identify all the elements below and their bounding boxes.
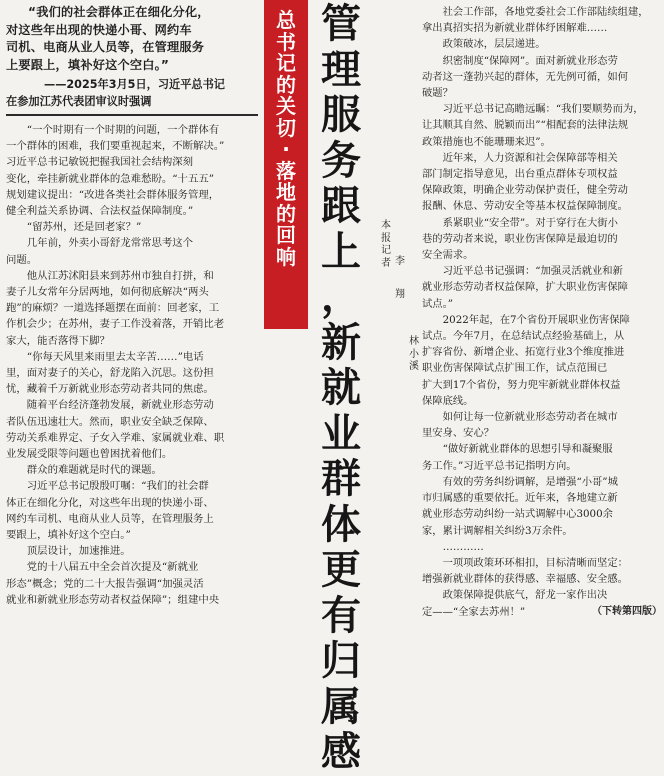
text-line: 保障政策，明确企业劳动保护责任，健全劳动: [422, 184, 628, 197]
headline-char: 管: [321, 1, 361, 47]
text-line: 习近平总书记强调：“加强灵活就业和新: [442, 265, 623, 278]
text-line: 者队伍迅速壮大。然而，职业安全缺乏保障、: [6, 415, 214, 428]
text-line: 政策措施也不能珊珊来迟”。: [422, 135, 551, 148]
body-paragraph: [422, 101, 662, 150]
text-line: 劳动关系难界定、子女入学难、家属就业难、职: [6, 431, 225, 444]
text-line: 就业形态劳动者权益保障，扩大职业伤害保障: [422, 281, 628, 294]
reporter-name-char: 李: [395, 256, 405, 267]
text-line: 部门制定指导意见，出台重点群体专项权益: [422, 168, 618, 181]
text-line: 动者这一蓬勃兴起的群体，无先例可循，如何: [422, 70, 628, 83]
text-line: 作机会少；在苏州，妻子工作没着落，开销比老: [6, 318, 225, 331]
text-line: 几年前，外卖小哥舒龙常常思考这个: [26, 237, 194, 250]
banner-char: 响: [276, 244, 296, 269]
text-line: 2022年起，在7个省份开展职业伤害保障: [442, 313, 630, 326]
body-paragraph: [422, 312, 662, 409]
body-paragraph: [6, 268, 258, 349]
text-line: 近年来，人力资源和社会保障部等相关: [442, 151, 618, 164]
body-paragraph: [422, 539, 662, 555]
text-line: 里，面对妻子的关心，舒龙陷入沉思。这份担: [6, 367, 214, 380]
text-line: 系紧职业“安全带”。对于穿行在大街小: [442, 216, 618, 229]
text-line: 顶层设计，加速推进。: [26, 545, 131, 558]
text-line: 就业和新就业形态劳动者权益保障”；组建中央: [6, 593, 220, 606]
text-line: 他从江苏沭阳县来到苏州市独自打拼，和: [26, 269, 214, 282]
text-line: 家大，能否落得下脚？: [6, 334, 110, 347]
text-line: 要跟上，填补好这个空白。”: [6, 529, 131, 542]
banner-char: 书: [276, 29, 296, 54]
body-paragraph: [422, 150, 662, 215]
text-line: 习近平总书记殷殷叮嘱：“我们的社会群: [26, 480, 209, 493]
attribution-line: ——2025年3月5日，习近平总书记: [44, 78, 225, 91]
body-paragraph: [6, 478, 258, 543]
text-line: 习近平总书记高瞻远瞩：“我们要顺势而为，: [442, 103, 644, 116]
body-paragraph: [422, 36, 662, 52]
reporter-name: [408, 220, 420, 374]
text-line: 务工作。”习近平总书记指明方向。: [422, 459, 577, 472]
reporter-label-char: 者: [381, 257, 391, 269]
body-paragraph: [422, 215, 662, 264]
text-line: 报酬、休息、劳动安全等基本权益保障制度。: [422, 200, 628, 213]
headline-char: 新: [321, 319, 361, 366]
text-line: 保障底线。: [422, 394, 474, 407]
headline-char: 感: [321, 729, 361, 775]
headline-char: 更: [321, 547, 361, 593]
text-line: 跑”的麻烦？一道选择题摆在面前：回老家，工: [6, 302, 220, 315]
attribution-line: 在参加江苏代表团审议时强调: [6, 95, 152, 108]
text-line: 妻子儿女常年分居两地，如何彻底解决“两头: [6, 286, 209, 299]
headline-char: 务: [321, 137, 361, 184]
text-line: 体正在细化分化，对这些年出现的快递小哥、: [6, 496, 214, 509]
body-paragraph: [422, 587, 662, 619]
text-line: 让其顺其自然、脱颖而出”“相配套的法律法规: [422, 119, 629, 132]
text-line: 健全利益关系协调、合法权益保障制度。”: [6, 205, 194, 218]
text-line: 如何让每一位新就业形态劳动者在城市: [442, 411, 618, 424]
body-paragraph: [6, 349, 258, 398]
text-line: 有效的劳务纠纷调解，是增强“小哥”城: [442, 475, 618, 488]
text-line: 社会工作部，各地党委社会工作部陆续组建，: [442, 6, 649, 18]
text-line: 形态”概念；党的二十大报告强调“加强灵活: [6, 577, 204, 590]
reporter-name-char: 林: [409, 336, 419, 347]
pull-quote: [6, 4, 258, 74]
divider-rule: [6, 114, 258, 116]
banner-char: 切: [276, 115, 296, 140]
body-paragraph: [422, 263, 662, 312]
text-line: 网约车司机、电商从业人员等，在管理服务上: [6, 512, 214, 525]
body-paragraph: [422, 53, 662, 102]
text-line: 巷的劳动者来说，职业伤害保障是最迫切的: [422, 232, 618, 245]
headline-char: 归: [321, 638, 361, 684]
text-line: 家，累计调解相关纠纷3万余件。: [422, 524, 573, 537]
text-line: 拿出真招实招为新就业群体纾困解难……: [422, 22, 608, 35]
text-line: 群众的难题就是时代的课题。: [26, 464, 162, 477]
banner-char: 关: [276, 94, 296, 118]
text-line: 党的十八届五中全会首次提及“新就业: [26, 561, 199, 574]
text-line: 习近平总书记敏锐把握我国社会结构深刻: [6, 156, 194, 169]
headline-char: 业: [321, 410, 361, 457]
reporter-name-char: 小: [409, 348, 419, 360]
headline-char: 属: [321, 683, 361, 730]
banner-char: 落: [276, 158, 296, 183]
text-line: 忧，藏着千万新就业形态劳动者共同的焦虑。: [6, 383, 214, 396]
text-line: 一项项政策环环相扣，目标清晰而坚定：: [442, 556, 628, 569]
text-line: …………: [442, 540, 484, 553]
topic-banner: [264, 0, 308, 329]
left-column: [6, 4, 258, 608]
text-line: “你每天风里来雨里去太辛苦……”电话: [26, 350, 204, 363]
banner-char: ·: [282, 137, 290, 161]
text-line: 破题？: [422, 87, 453, 100]
reporter-label: [380, 220, 392, 270]
banner-char: 记: [276, 51, 296, 75]
text-line: 试点。今年7月，在总结试点经验基础上，从: [422, 330, 625, 343]
body-paragraph: [6, 122, 258, 219]
body-paragraph: [422, 409, 662, 441]
quote-attribution: [6, 76, 258, 110]
text-line: 随着平台经济蓬勃发展，新就业形态劳动: [26, 399, 214, 412]
right-column: [422, 4, 662, 620]
right-body-text: [422, 4, 662, 620]
body-paragraph: [422, 441, 662, 473]
headline-char: 群: [321, 456, 361, 502]
left-body-text: [6, 122, 258, 608]
headline-char: 服: [321, 92, 361, 138]
banner-char: 总: [276, 8, 296, 32]
banner-char: 回: [276, 223, 296, 247]
quote-line: “我们的社会群体正在细化分化，: [28, 5, 210, 19]
text-line: 市归属感的重要依托。近年来，各地建立新: [422, 492, 618, 505]
banner-char: 地: [276, 180, 296, 204]
headline-char: 跟: [321, 183, 361, 229]
body-paragraph: [422, 4, 662, 36]
text-line: 问题。: [6, 253, 38, 266]
body-paragraph: [6, 462, 258, 478]
quote-line: 上要跟上，填补好这个空白。”: [6, 57, 170, 72]
reporter-name-char: 翔: [395, 288, 405, 300]
text-line: 安全需求。: [422, 249, 474, 262]
reporter-label-char: 报: [381, 232, 391, 244]
text-line: 增强新就业群体的获得感、幸福感、安全感。: [422, 573, 628, 586]
headline-char: ，: [321, 274, 361, 320]
text-line: 政策破冰，层层递进。: [442, 38, 546, 51]
text-line: 就业形态劳动纠纷一站式调解中心3000余: [422, 508, 613, 521]
headline-char: 体: [321, 501, 361, 548]
text-line: 试点。”: [422, 297, 454, 310]
continuation-note: （下转第四版）: [592, 605, 662, 617]
quote-line: 司机、电商从业人员等，在管理服务: [6, 40, 205, 54]
reporter-label-char: 本: [381, 220, 391, 231]
text-line: 一个群体的困难，我们要重视起来，不断解决。”: [6, 140, 225, 153]
text-line: “一个时期有一个时期的问题，一个群体有: [26, 124, 220, 136]
headline-char: 上: [321, 228, 361, 275]
body-paragraph: [6, 397, 258, 462]
banner-title: [264, 10, 308, 268]
main-headline: [308, 2, 374, 776]
reporter-label-char: 记: [381, 245, 391, 256]
text-line: 扩容省份、新增企业、拓宽行业3个维度推进: [422, 346, 625, 359]
body-paragraph: [6, 543, 258, 559]
text-line: 织密制度“保障网”。面对新就业形态劳: [442, 54, 618, 67]
body-paragraph: [6, 559, 258, 608]
text-line: 扩大到17个省份，努力兜牢新就业群体权益: [422, 378, 621, 391]
body-paragraph: [6, 235, 258, 267]
text-line: “做好新就业群体的思想引导和凝聚服: [442, 443, 613, 456]
reporter-name: [394, 220, 406, 321]
text-line: 业发展受限等问题也曾困扰着他们。: [6, 448, 173, 461]
banner-char: 的: [276, 72, 296, 97]
text-line: 变化，牵挂新就业群体的急难愁盼。“十五五”: [6, 172, 215, 185]
text-line: 定——“全家去苏州！” （下转第四版）: [422, 604, 662, 620]
body-paragraph: [422, 555, 662, 587]
headline-char: 就: [321, 365, 361, 411]
reporter-name-char: 溪: [409, 361, 419, 372]
headline-char: 理: [321, 46, 361, 93]
headline-char: 有: [321, 592, 361, 639]
text-line: 规划建议提出：“改进各类社会群体服务管理，: [6, 188, 220, 201]
banner-char: 的: [276, 201, 296, 226]
body-paragraph: [422, 474, 662, 539]
quote-line: 对这些年出现的快递小哥、网约车: [6, 22, 192, 37]
text-line: 政策保障提供底气，舒龙一家作出决: [442, 589, 608, 602]
text-line: 里安身、安心？: [422, 427, 495, 440]
text-line: 职业伤害保障试点扩围工作，试点范围已: [422, 362, 608, 375]
body-paragraph: [6, 219, 258, 235]
text-line: “留苏州，还是回老家？”: [26, 221, 142, 234]
